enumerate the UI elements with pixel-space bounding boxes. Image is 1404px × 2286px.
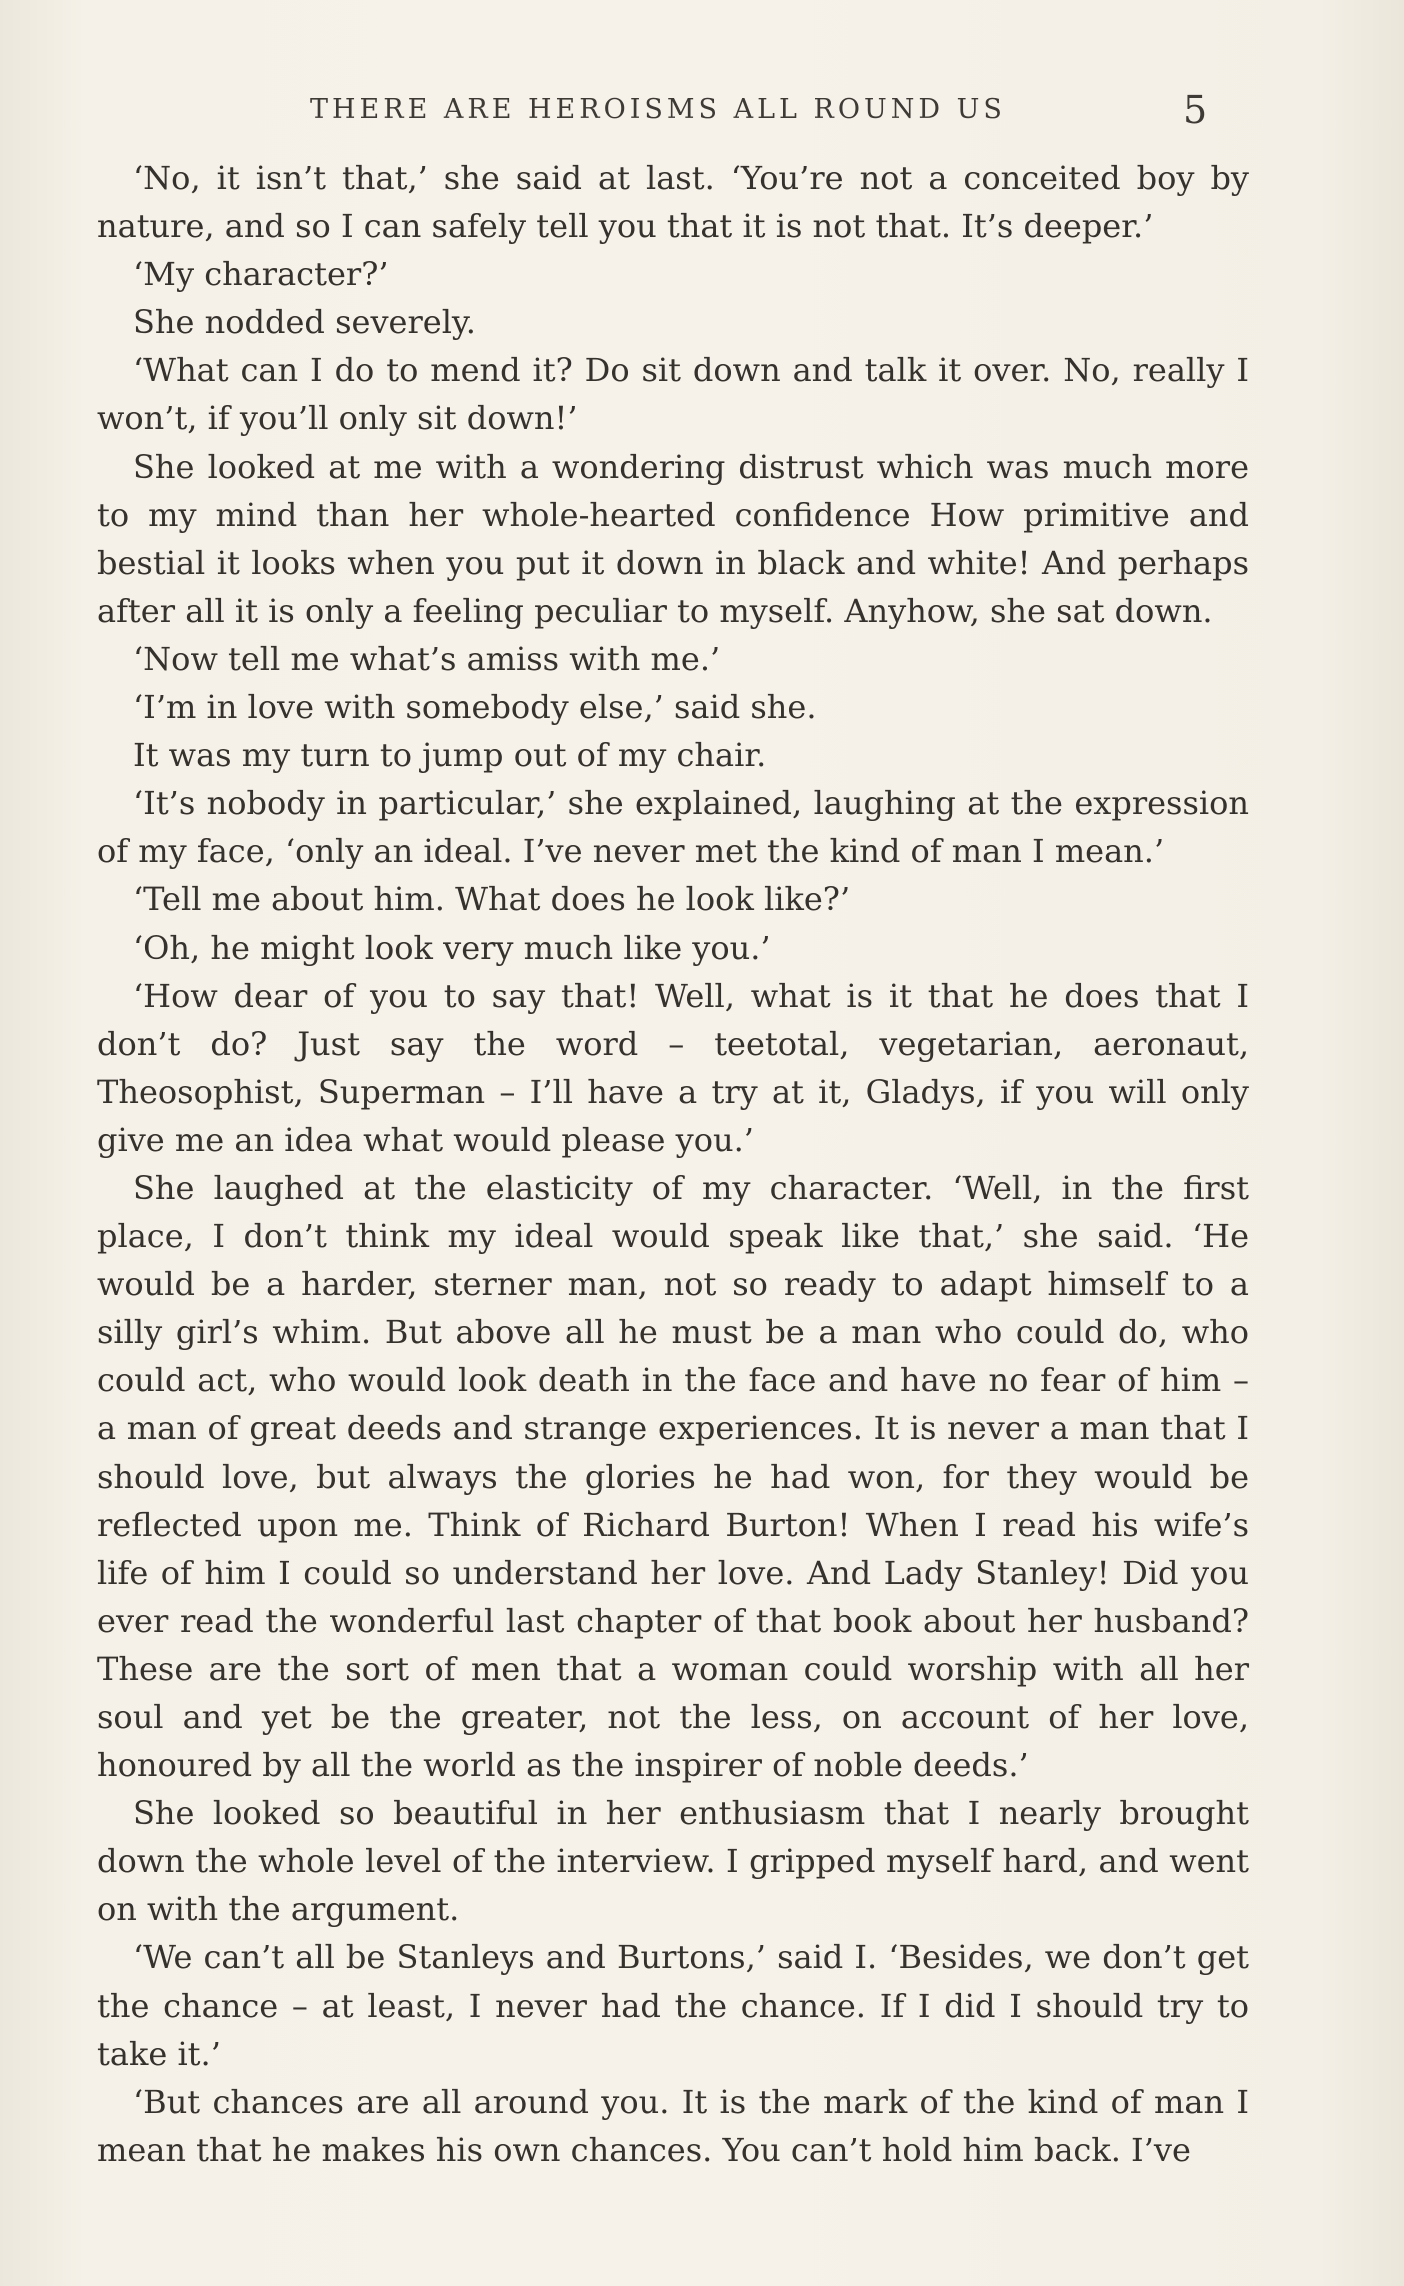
- paragraph: It was my turn to jump out of my chair.: [133, 736, 767, 775]
- paragraph: ‘It’s nobody in particular,’ she explained, laughing at the expression of my face, ‘only an ideal. I’ve never met the kind of man I mean.’: [97, 784, 1249, 871]
- paragraph: ‘We can’t all be Stanleys and Burtons,’ said I. ‘Besides, we don’t get the chance – at least, I never had the chance. If I did I should try to take it.’: [97, 1938, 1249, 2073]
- paragraph: She nodded severely.: [133, 303, 476, 342]
- page-number: 5: [1183, 88, 1208, 132]
- page-header: [0, 88, 1404, 132]
- paragraph: ‘My character?’: [133, 255, 389, 294]
- paragraph: ‘Now tell me what’s amiss with me.’: [133, 639, 721, 678]
- running-title: THERE ARE HEROISMS ALL ROUND US: [310, 94, 1006, 125]
- body-text: [97, 154, 1249, 2174]
- paragraph: ‘How dear of you to say that! Well, what is it that he does that I don’t do? Just say the word – teetotal, vegetarian, aeronaut, Theosophist, Superman – I’ll have a try at it, Gladys, if you will only give me an idea what would please you.’: [97, 976, 1249, 1159]
- paragraph: She laughed at the elasticity of my character. ‘Well, in the first place, I don’t think my ideal would speak like that,’ she said. ‘He would be a harder, sterner man, not so ready to adapt himself to a silly girl’s whim. But above all he must be a man who could do, who could act, who would look death in the face and have no fear of him – a man of great deeds and strange experiences. It is never a man that I should love, but always the glories he had won, for they would be reflected upon me. Think of Richard Burton! When I read his wife’s life of him I could so understand her love. And Lady Stanley! Did you ever read the wonderful last chapter of that book about her husband? These are the sort of men that a woman could worship with all her soul and yet be the greater, not the less, on account of her love, honoured by all the world as the inspirer of noble deeds.’: [97, 1168, 1249, 1785]
- paragraph: ‘Oh, he might look very much like you.’: [133, 928, 771, 967]
- paragraph: She looked at me with a wondering distrust which was much more to my mind than her whole-hearted confidence How primitive and bestial it looks when you put it down in black and white! And perhaps after all it is only a feeling peculiar to myself. Anyhow, she sat down.: [97, 447, 1249, 630]
- paragraph: ‘What can I do to mend it? Do sit down and talk it over. No, really I won’t, if you’ll only sit down!’: [97, 351, 1249, 438]
- paragraph: ‘But chances are all around you. It is the mark of the kind of man I mean that he makes his own chances. You can’t hold him back. I’ve: [97, 2082, 1249, 2169]
- paragraph: She looked so beautiful in her enthusiasm that I nearly brought down the whole level of the interview. I gripped myself hard, and went on with the argument.: [97, 1794, 1249, 1929]
- paragraph: ‘Tell me about him. What does he look like?’: [133, 880, 851, 919]
- paragraph: ‘I’m in love with somebody else,’ said she.: [133, 688, 817, 727]
- paragraph: ‘No, it isn’t that,’ she said at last. ‘You’re not a conceited boy by nature, and so I can safely tell you that it is not that. It’s deeper.’: [97, 159, 1249, 246]
